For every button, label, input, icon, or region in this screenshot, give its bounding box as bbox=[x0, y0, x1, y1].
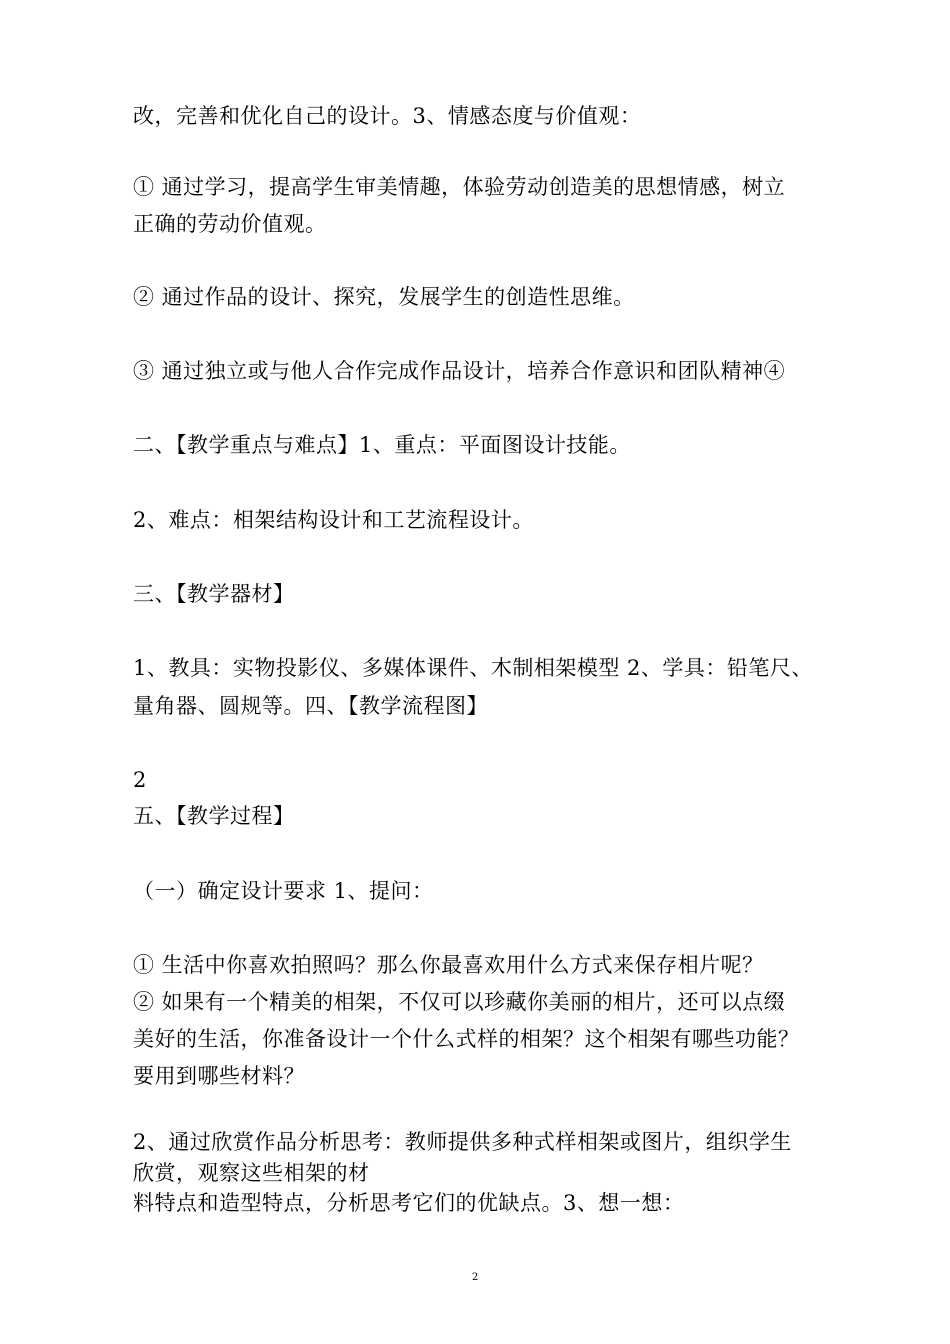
text-line: 1、教具：实物投影仪、多媒体课件、木制相架模型 2、学具：铅笔尺、 bbox=[133, 656, 813, 680]
text-line: 欣赏，观察这些相架的材 bbox=[133, 1161, 370, 1185]
text-line: 量角器、圆规等。四、【教学流程图】 bbox=[133, 694, 488, 718]
page-number: 2 bbox=[471, 1272, 479, 1283]
text-line: ② 通过作品的设计、探究，发展学生的创造性思维。 bbox=[133, 285, 635, 309]
text-line: ① 生活中你喜欢拍照吗？那么你最喜欢用什么方式来保存相片呢？ bbox=[133, 953, 764, 977]
text-line: ① 通过学习，提高学生审美情趣，体验劳动创造美的思想情感，树立 bbox=[133, 175, 786, 199]
text-line: 2 bbox=[133, 768, 147, 792]
text-line: 美好的生活，你准备设计一个什么式样的相架？这个相架有哪些功能？ bbox=[133, 1027, 800, 1051]
text-line: 正确的劳动价值观。 bbox=[133, 212, 327, 236]
text-line: ② 如果有一个精美的相架，不仅可以珍藏你美丽的相片，还可以点缀 bbox=[133, 990, 786, 1014]
section-heading: 五、【教学过程】 bbox=[133, 804, 295, 828]
text-line: （一）确定设计要求 1、提问： bbox=[133, 879, 434, 903]
text-line: 要用到哪些材料？ bbox=[133, 1064, 305, 1088]
text-line: 改，完善和优化自己的设计。3、情感态度与价值观： bbox=[133, 104, 642, 128]
text-line: 料特点和造型特点，分析思考它们的优缺点。3、想一想： bbox=[133, 1191, 685, 1215]
text-line: 2、难点：相架结构设计和工艺流程设计。 bbox=[133, 508, 534, 532]
text-line: ③ 通过独立或与他人合作完成作品设计，培养合作意识和团队精神④ bbox=[133, 359, 786, 383]
text-line: 2、通过欣赏作品分析思考：教师提供多种式样相架或图片，组织学生 bbox=[133, 1130, 792, 1154]
section-heading: 三、【教学器材】 bbox=[133, 582, 295, 606]
section-heading: 二、【教学重点与难点】1、重点：平面图设计技能。 bbox=[133, 433, 631, 457]
